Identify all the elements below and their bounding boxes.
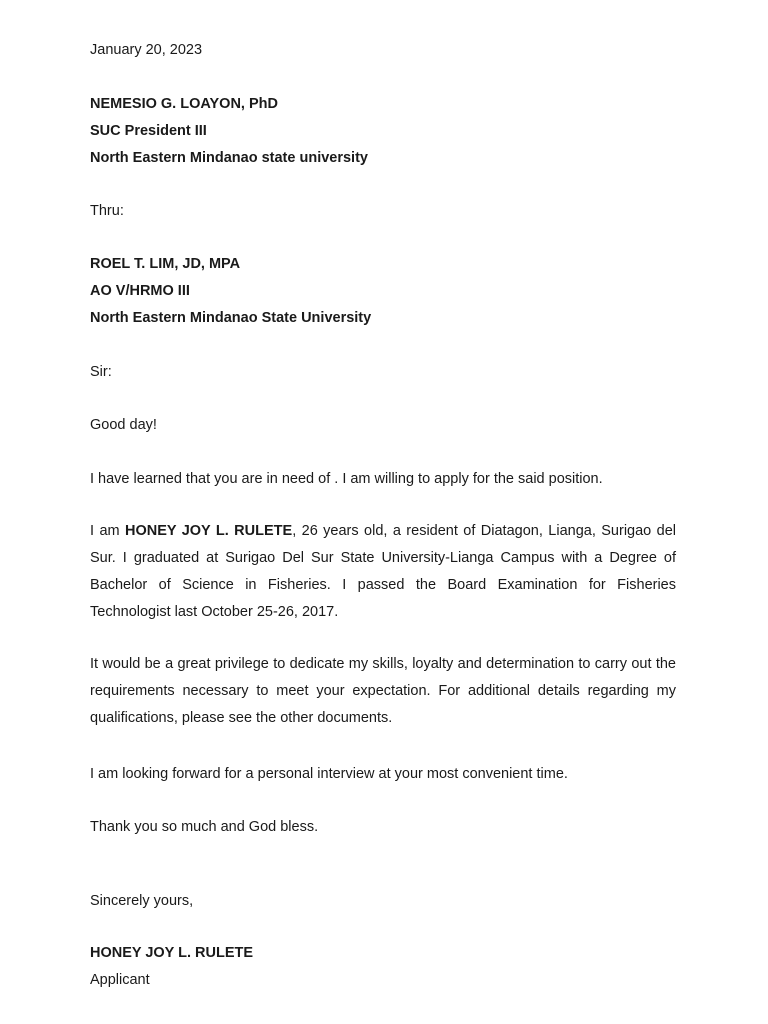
thru-name: ROEL T. LIM, JD, MPA xyxy=(90,256,241,272)
closing: Sincerely yours, xyxy=(90,893,194,909)
paragraph-background-rest: , 26 years old, a resident of Diatagon, Lianga, Surigao del Sur. I graduated at Surigao Del Sur State University-Lianga Campus with a Degree of Bachelor of Science in Fisheries. I passed the Board Examination for Fisheries Technologist last October 25-26, 2017. xyxy=(90,523,677,620)
paragraph-interview: I am looking forward for a personal interview at your most convenient time. xyxy=(90,766,568,782)
paragraph-thanks: Thank you so much and God bless. xyxy=(90,819,319,835)
recipient-name: NEMESIO G. LOAYON, PhD xyxy=(90,96,278,112)
thru-org: North Eastern Mindanao State University xyxy=(90,310,372,326)
paragraph-privilege: It would be a great privilege to dedicate my skills, loyalty and determination to carry out the requirements necessary to meet your expectation. For additional details regarding my qualifications, please see the other documents. xyxy=(90,656,676,726)
thru-title: AO V/HRMO III xyxy=(90,283,190,299)
paragraph-background xyxy=(90,518,676,626)
recipient-org: North Eastern Mindanao state university xyxy=(90,150,368,166)
signature-name: HONEY JOY L. RULETE xyxy=(90,945,254,961)
paragraph-intent: I have learned that you are in need of . I am willing to apply for the said position. xyxy=(90,471,603,487)
recipient-title: SUC President III xyxy=(90,123,207,139)
paragraph-background-prefix: I am xyxy=(90,523,125,539)
thru-label: Thru: xyxy=(90,203,124,219)
salutation: Sir: xyxy=(90,364,112,380)
signature-role: Applicant xyxy=(90,972,150,988)
applicant-name-inline: HONEY JOY L. RULETE xyxy=(125,523,293,539)
letter-date: January 20, 2023 xyxy=(90,42,203,58)
greeting: Good day! xyxy=(90,417,157,433)
